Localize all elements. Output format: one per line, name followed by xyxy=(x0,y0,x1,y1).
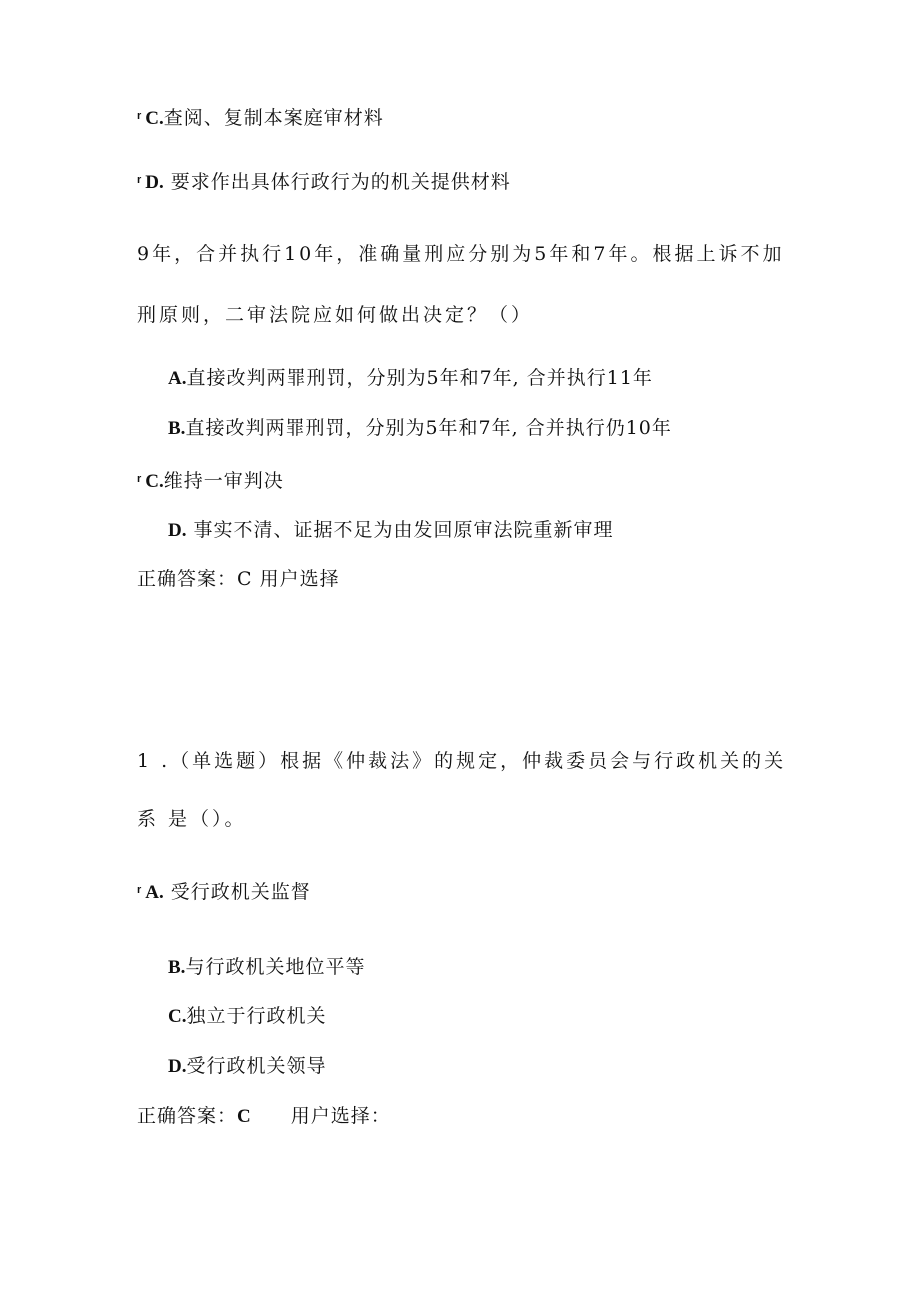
q1-answer: 正确答案：C 用户选择： xyxy=(137,1105,391,1127)
prev-option-c[interactable]: $^r$ C.查阅、复制本案庭审材料 xyxy=(137,107,384,129)
radio-marker-icon: r xyxy=(137,110,143,122)
prev-option-d[interactable]: $^r$ D. 要求作出具体行政行为的机关提供材料 xyxy=(137,171,511,193)
radio-marker-icon: r xyxy=(137,473,143,485)
radio-marker-icon: r xyxy=(137,174,143,186)
q9-answer: 正确答案：C 用户选择 xyxy=(137,568,340,590)
q1-option-d[interactable]: D.受行政机关领导 xyxy=(168,1055,327,1077)
q1-option-a[interactable]: $^r$ A. 受行政机关监督 xyxy=(137,881,311,903)
q9-stem-line2: 刑原则，二审法院应如何做出决定？（） xyxy=(137,304,534,326)
radio-marker-icon: r xyxy=(137,884,143,896)
q1-option-b[interactable]: B.与行政机关地位平等 xyxy=(168,956,366,978)
q1-stem-line2: 系 是（）。 xyxy=(137,808,247,830)
q1-stem-line1: 1 .（单选题）根据《仲裁法》的规定，仲裁委员会与行政机关的关 xyxy=(137,750,787,772)
q9-stem-line1: 9年，合并执行10年，准确量刑应分别为5年和7年。根据上诉不加 xyxy=(137,243,785,265)
q9-option-a[interactable]: A.直接改判两罪刑罚，分别为5年和7年, 合并执行11年 xyxy=(168,367,653,389)
q1-option-c[interactable]: C.独立于行政机关 xyxy=(168,1005,327,1027)
q9-option-c[interactable]: $^r$ C.维持一审判决 xyxy=(137,470,284,492)
q9-option-b[interactable]: B.直接改判两罪刑罚，分别为5年和7年, 合并执行仍10年 xyxy=(168,417,672,439)
q9-option-d[interactable]: D. 事实不清、证据不足为由发回原审法院重新审理 xyxy=(168,519,614,541)
